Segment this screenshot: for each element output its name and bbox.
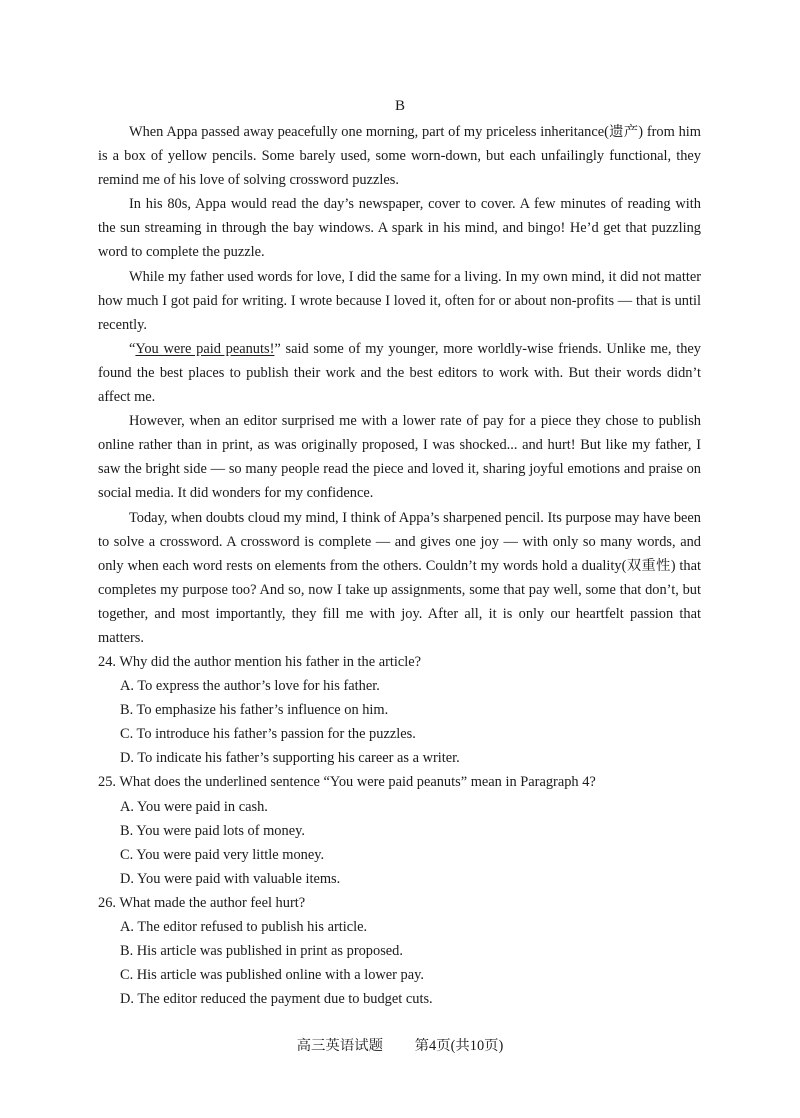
option-b: B. To emphasize his father’s influence on him. (120, 702, 389, 719)
option-c: C. To introduce his father’s passion for the puzzles. (120, 726, 416, 743)
option-d: D. To indicate his father’s supporting his career as a writer. (120, 750, 460, 767)
section-heading: B (394, 98, 405, 114)
paragraph-3: While my father used words for love, I did the same for a living. In my own mind, it did not matter how much I got paid for writing. I wrote because I loved it, often for or about non-profits — that is until recently. (98, 268, 701, 333)
paragraph-4-rest: ” said some of my younger, more worldly-wise friends. Unlike me, they found the best places to publish their work and the best editors to work with. But their words didn’t affect me. (98, 340, 701, 406)
question-list (98, 650, 701, 1011)
paragraph-2: In his 80s, Appa would read the day’s newspaper, cover to cover. A few minutes of reading with the sun streaming in through the bay windows. A spark in his mind, and bingo! He’d get that puzzling word to complete the puzzle. (98, 196, 701, 261)
reading-passage (98, 120, 701, 650)
option-b: B. You were paid lots of money. (120, 822, 305, 839)
option-c: C. You were paid very little money. (120, 846, 325, 863)
paragraph-5: However, when an editor surprised me with a lower rate of pay for a piece they chose to publish online rather than in print, as was originally proposed, I was shocked... and hurt! But like my father, I saw the bright side — so many people read the piece and loved it, sharing joyful emotions and praise on social media. It did wonders for my confidence. (98, 413, 701, 502)
question-24 (98, 650, 701, 770)
question-stem: 26. What made the author feel hurt? (98, 894, 306, 911)
paragraph-4 (98, 337, 701, 409)
paragraph-1: When Appa passed away peacefully one morning, part of my priceless inheritance(遗产) from him is a box of yellow pencils. Some barely used, some worn-down, but each unfailingly functional, they remind me of his love of solving crossword puzzles. (98, 124, 701, 189)
option-a: A. You were paid in cash. (120, 798, 268, 815)
option-a: A. To express the author’s love for his father. (120, 678, 380, 695)
option-a: A. The editor refused to publish his article. (120, 919, 368, 936)
option-c: C. His article was published online with a lower pay. (120, 967, 425, 984)
question-25 (98, 770, 701, 890)
underlined-sentence: You were paid peanuts! (135, 340, 275, 357)
option-d: D. The editor reduced the payment due to budget cuts. (120, 991, 433, 1008)
paragraph-6: Today, when doubts cloud my mind, I think of Appa’s sharpened pencil. Its purpose may have been to solve a crossword. A crossword is complete — and gives one joy — with only so many words, and only when each word rests on elements from the others. Couldn’t my words hold a duality(双重性) that completes my purpose too? And so, now I take up assignments, some that pay well, some that don’t, but together, and most importantly, they fill me with joy. After all, it is only our heartfelt passion that matters. (98, 509, 701, 646)
question-26 (98, 891, 701, 1011)
question-stem: 24. Why did the author mention his father in the article? (98, 654, 422, 670)
option-b: B. His article was published in print as proposed. (120, 943, 403, 960)
page-number: 第4页(共10页) (414, 1038, 504, 1054)
page-footer (0, 1036, 800, 1056)
question-stem: 25. What does the underlined sentence “You were paid peanuts” mean in Paragraph 4? (98, 774, 596, 791)
option-d: D. You were paid with valuable items. (120, 870, 341, 887)
paragraph-4-open-quote: “ (129, 340, 136, 357)
exam-title: 高三英语试题 (296, 1038, 383, 1054)
